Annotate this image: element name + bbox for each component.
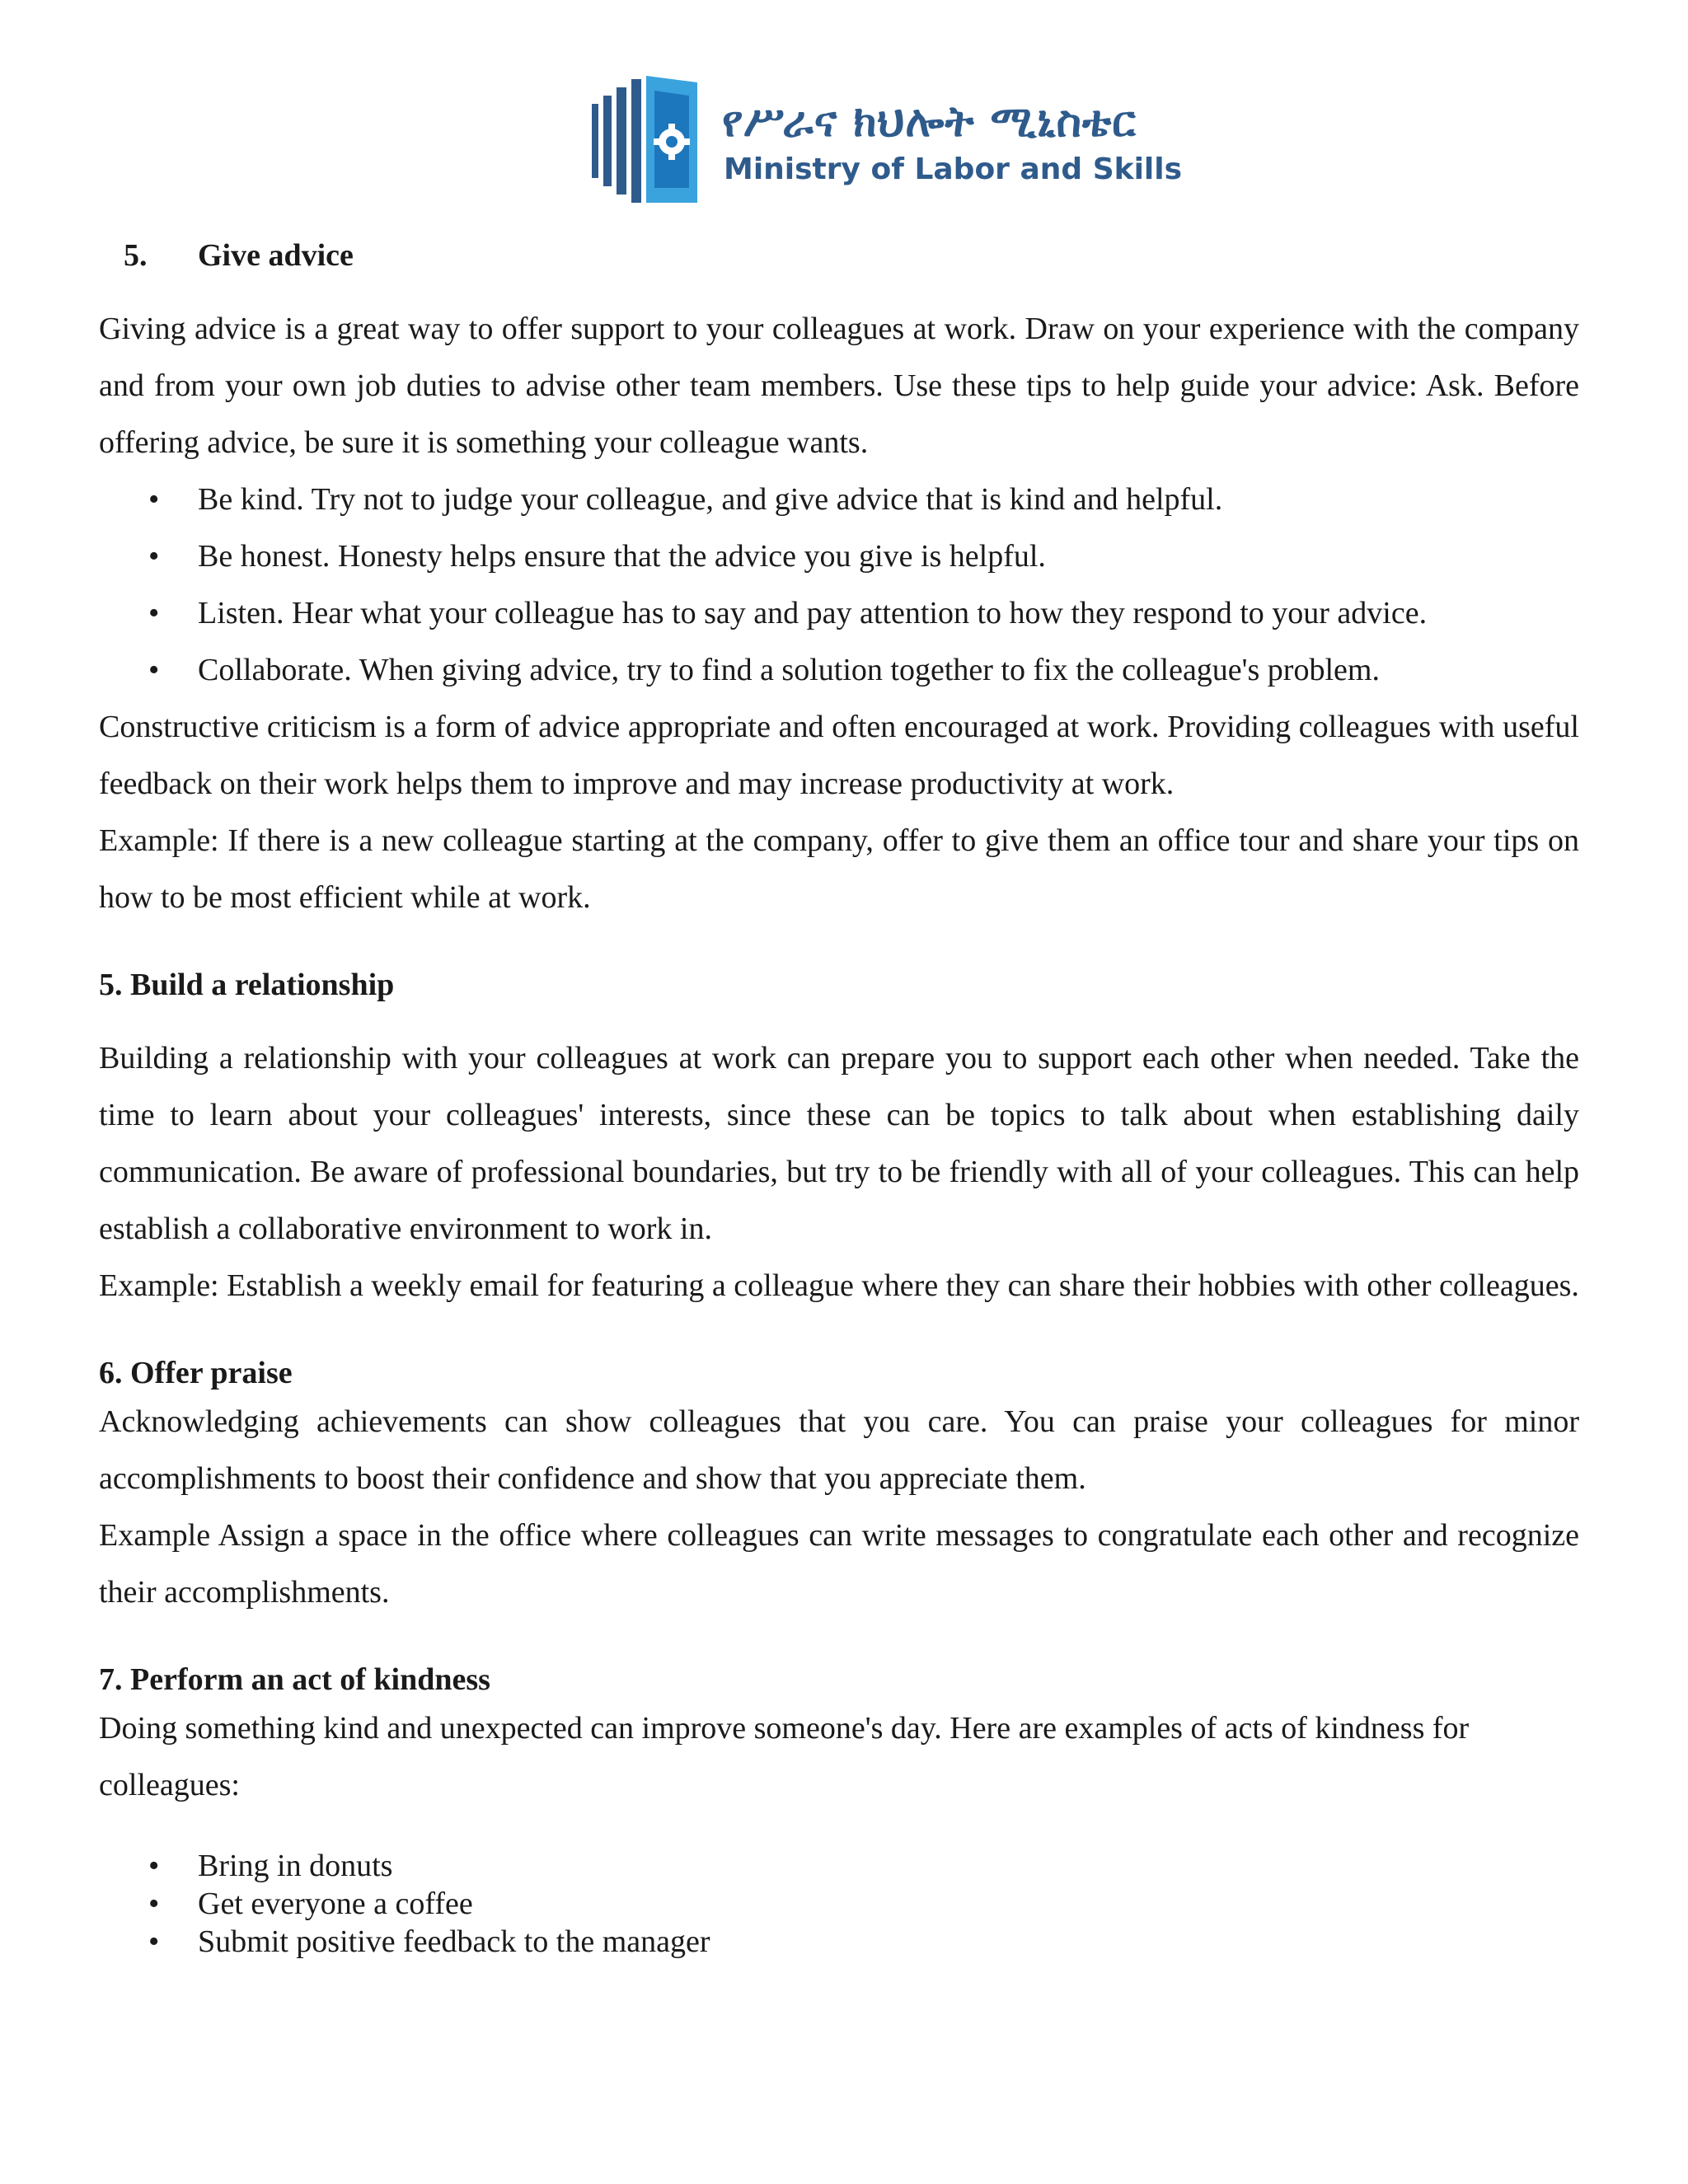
kindness-examples-list <box>99 1847 1579 1961</box>
bullet-icon: • <box>148 1849 160 1883</box>
heading-number: 5. <box>124 238 148 273</box>
section-heading-build-relationship: 5. Build a relationship <box>99 968 395 1002</box>
list-item-text: Submit positive feedback to the manager <box>198 1924 710 1959</box>
document-body <box>99 235 1579 1961</box>
bullet-icon: • <box>148 482 160 517</box>
section-heading-offer-praise: 6. Offer praise <box>99 1356 293 1390</box>
list-item <box>99 585 1579 642</box>
paragraph-constructive-criticism: Constructive criticism is a form of advice appropriate and often encouraged at work. Providing colleagues with useful feedback on their work helps them to improve and may increase productivity at work. <box>99 710 1579 801</box>
list-item <box>99 471 1579 528</box>
paragraph-relationship-example: Example: Establish a weekly email for featuring a colleague where they can share their hobbies with other colleagues. <box>99 1268 1579 1303</box>
paragraph-relationship-body: Building a relationship with your colleagues at work can prepare you to support each other when needed. Take the time to learn about your colleagues' interests, since these can be topics to talk about when establishing daily communication. Be aware of professional boundaries, but try to be friendly with all of your colleagues. This can help establish a collaborative environment to work in. <box>99 1041 1579 1246</box>
paragraph-praise-example: Example Assign a space in the office where colleagues can write messages to congratulate each other and recognize their accomplishments. <box>99 1518 1579 1610</box>
bullet-icon: • <box>148 1886 160 1921</box>
bullet-icon: • <box>148 1924 160 1959</box>
advice-tips-list <box>99 471 1579 699</box>
list-item <box>99 1847 1579 1885</box>
list-item <box>99 1885 1579 1923</box>
ministry-logo <box>592 71 1183 208</box>
book-gear-icon <box>592 71 724 208</box>
paragraph-praise-body: Acknowledging achievements can show colleagues that you care. You can praise your colleagues for minor accomplishments to boost their confidence and show that you appreciate them. <box>99 1404 1579 1496</box>
list-item <box>99 642 1579 699</box>
bullet-icon: • <box>148 539 160 574</box>
list-item-text: Bring in donuts <box>198 1849 393 1883</box>
logo-amharic-text: የሥራና ክህሎት ሚኒስቴር <box>722 97 1137 147</box>
heading-title: Give advice <box>198 238 354 273</box>
section-heading-give-advice <box>99 235 1579 276</box>
paragraph-advice-example: Example: If there is a new colleague starting at the company, offer to give them an office tour and share your tips on how to be most efficient while at work. <box>99 823 1579 915</box>
list-item <box>99 1923 1579 1961</box>
list-item-text: Be kind. Try not to judge your colleague, and give advice that is kind and helpful. <box>198 482 1223 517</box>
paragraph-advice-intro: Giving advice is a great way to offer support to your colleagues at work. Draw on your experience with the company and from your own job duties to advise other team members. Use these tips to help guide your advice: Ask. Before offering advice, be sure it is something your colleague wants. <box>99 312 1579 460</box>
list-item-text: Collaborate. When giving advice, try to find a solution together to fix the colleague's problem. <box>198 653 1380 687</box>
paragraph-kindness-body: Doing something kind and unexpected can improve someone's day. Here are examples of acts of kindness for colleagues: <box>99 1711 1470 1802</box>
bullet-icon: • <box>148 653 160 687</box>
bullet-icon: • <box>148 596 160 630</box>
list-item <box>99 528 1579 585</box>
list-item-text: Be honest. Honesty helps ensure that the advice you give is helpful. <box>198 539 1046 574</box>
list-item-text: Listen. Hear what your colleague has to say and pay attention to how they respond to your advice. <box>198 596 1428 630</box>
list-item-text: Get everyone a coffee <box>198 1886 473 1921</box>
section-heading-kindness: 7. Perform an act of kindness <box>99 1662 490 1697</box>
logo-english-text: Ministry of Labor and Skills <box>724 152 1183 186</box>
